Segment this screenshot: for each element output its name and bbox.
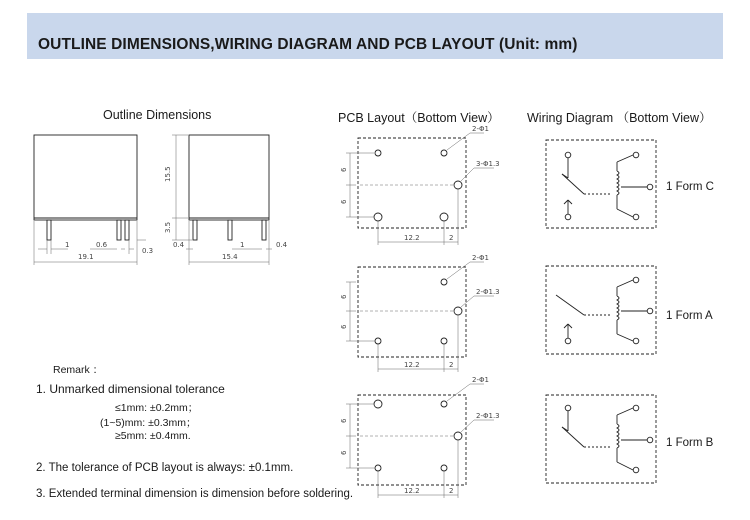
- wiring-diagram-form-c: [546, 140, 656, 228]
- wiring-section-title: Wiring Diagram （Bottom View）: [527, 111, 712, 125]
- pcb-layout-form-c: [358, 138, 466, 228]
- pcb2-pitch-h: 12.2: [404, 361, 420, 369]
- pcb2-holes-large: 2-Φ1.3: [476, 288, 500, 296]
- dim-side-pin-length: 3.5: [164, 221, 172, 233]
- dim-front-pin-spacing: 1: [65, 241, 70, 249]
- wiring-diagram-form-b: [546, 395, 656, 483]
- pcb2-pitch-h2: 2: [449, 361, 454, 369]
- remark-item-3: 3. Extended terminal dimension is dimension before soldering.: [36, 488, 354, 500]
- remark-item-2: 2. The tolerance of PCB layout is always: ±0.1mm.: [36, 462, 294, 474]
- dim-side-right-offset: 0.4: [276, 241, 288, 249]
- remark-title: Remark ：: [53, 364, 104, 376]
- dim-front-width: 19.1: [78, 253, 94, 261]
- relay-front-view: [34, 135, 137, 240]
- pcb2-holes-small: 2-Φ1: [472, 254, 489, 262]
- form-a-label: 1 Form A: [666, 310, 713, 322]
- pcb3-holes-large: 2-Φ1.3: [476, 412, 500, 420]
- pcb3-pitch-h: 12.2: [404, 487, 420, 495]
- pcb3-pitch-v1: 6: [340, 418, 348, 423]
- relay-side-view: [189, 135, 269, 240]
- pcb1-pitch-v2: 6: [340, 199, 348, 204]
- pcb1-pitch-v1: 6: [340, 167, 348, 172]
- tolerance-line-1: ≤1mm: ±0.2mm；: [115, 402, 199, 414]
- pcb-section-title: PCB Layout（Bottom View）: [338, 111, 500, 125]
- dim-front-pin-thick: 0.3: [142, 247, 154, 255]
- pcb3-pitch-h2: 2: [449, 487, 454, 495]
- page-title: OUTLINE DIMENSIONS,WIRING DIAGRAM AND PCB LAYOUT (Unit: mm): [38, 36, 578, 53]
- pcb3-pitch-v2: 6: [340, 450, 348, 455]
- form-c-label: 1 Form C: [666, 181, 714, 193]
- pcb2-pitch-v2: 6: [340, 324, 348, 329]
- pcb2-pitch-v1: 6: [340, 294, 348, 299]
- pcb-layout-form-b: [358, 395, 466, 485]
- pcb-layout-form-a: [358, 267, 466, 357]
- dim-side-pin-gap: 1: [240, 241, 245, 249]
- dim-side-width: 15.4: [222, 253, 238, 261]
- pcb1-pitch-h2: 2: [449, 234, 454, 242]
- outline-section-title: Outline Dimensions: [103, 108, 212, 122]
- pcb1-holes-small: 2-Φ1: [472, 125, 489, 133]
- remark-item-1: 1. Unmarked dimensional tolerance: [36, 382, 225, 396]
- pcb1-pitch-h: 12.2: [404, 234, 420, 242]
- tolerance-line-2: (1~5)mm: ±0.3mm；: [100, 417, 197, 429]
- wiring-diagram-form-a: [546, 266, 656, 354]
- dim-side-height: 15.5: [164, 166, 172, 182]
- pcb1-holes-large: 3-Φ1.3: [476, 160, 500, 168]
- form-b-label: 1 Form B: [666, 437, 714, 449]
- dim-front-pin-width: 0.6: [96, 241, 108, 249]
- pcb3-holes-small: 2-Φ1: [472, 376, 489, 384]
- dim-side-left-offset: 0.4: [173, 241, 185, 249]
- tolerance-line-3: ≥5mm: ±0.4mm.: [115, 430, 191, 442]
